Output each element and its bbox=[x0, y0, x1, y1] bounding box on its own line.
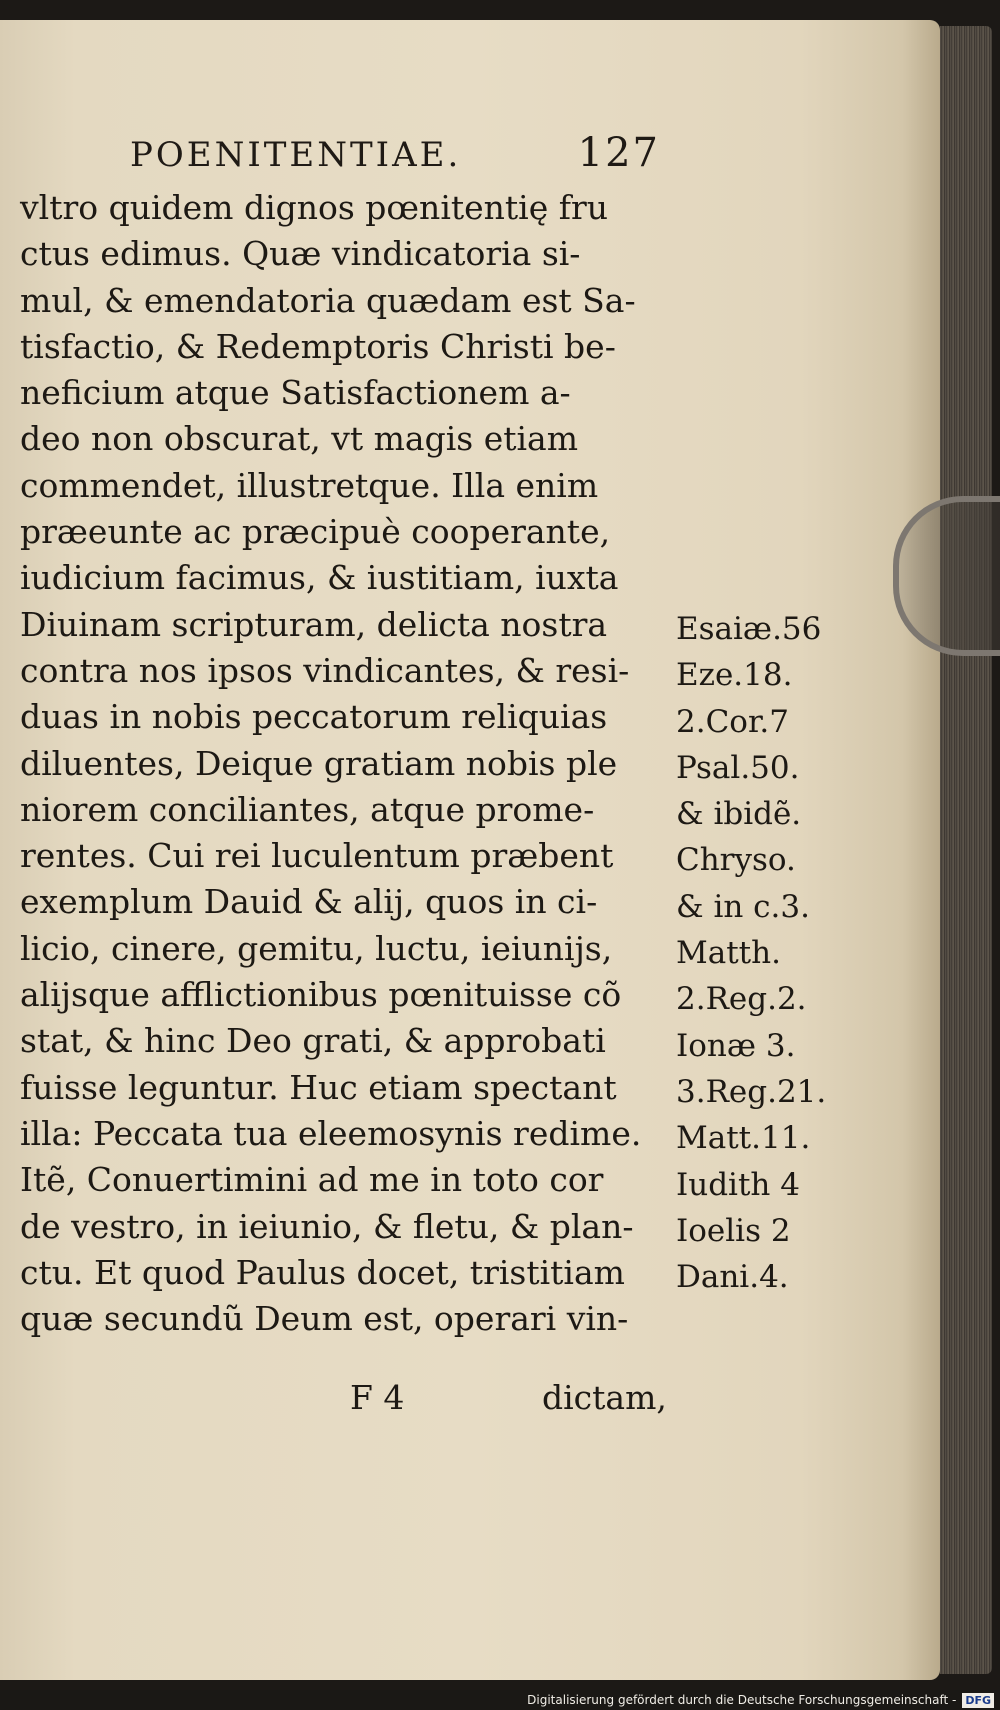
running-head: POENITENTIAE. bbox=[130, 135, 462, 175]
text-line: exemplum Dauid & alij, quos in ci- bbox=[20, 882, 598, 922]
text-line: ctu. Et quod Paulus docet, tristitiam bbox=[20, 1252, 625, 1292]
text-line: fuisse leguntur. Huc etiam spectant bbox=[20, 1067, 617, 1107]
margin-note: Ioelis 2 bbox=[676, 1212, 791, 1249]
text-line: illa: Peccata tua eleemosynis redime. bbox=[20, 1113, 642, 1153]
margin-note: 2.Cor.7 bbox=[676, 703, 789, 740]
text-line: præeunte ac præcipuè cooperante, bbox=[20, 512, 611, 552]
page-footer bbox=[20, 1378, 680, 1428]
margin-note: & in c.3. bbox=[676, 888, 810, 925]
margin-note: Matth. bbox=[676, 935, 781, 972]
body-text bbox=[20, 185, 680, 1342]
text-line: licio, cinere, gemitu, luctu, ieiunijs, bbox=[20, 928, 613, 968]
text-line: ctus edimus. Quæ vindicatoria si- bbox=[20, 234, 581, 274]
text-line: commendet, illustretque. Illa enim bbox=[20, 465, 599, 505]
text-line: tisfactio, & Redemptoris Christi be- bbox=[20, 326, 616, 366]
page-number: 127 bbox=[577, 130, 660, 176]
text-line: alijsque afflictionibus pœnituisse cõ bbox=[20, 975, 622, 1015]
margin-note: Eze.18. bbox=[676, 657, 793, 694]
text-line: deo non obscurat, vt magis etiam bbox=[20, 419, 579, 459]
text-line: Diuinam scripturam, delicta nostra bbox=[20, 604, 608, 644]
text-line: Itẽ, Conuertimini ad me in toto cor bbox=[20, 1160, 604, 1200]
text-line: quæ secundũ Deum est, operari vin- bbox=[20, 1299, 629, 1339]
text-line: neficium atque Satisfactionem a- bbox=[20, 373, 571, 413]
margin-note: 2.Reg.2. bbox=[676, 981, 807, 1018]
margin-note: Matt.11. bbox=[676, 1120, 811, 1157]
margin-note: Dani.4. bbox=[676, 1259, 789, 1296]
signature-mark: F 4 bbox=[350, 1378, 405, 1417]
dfg-logo: DFG bbox=[962, 1693, 994, 1708]
text-line: mul, & emendatoria quædam est Sa- bbox=[20, 280, 636, 320]
text-line: duas in nobis peccatorum reliquias bbox=[20, 697, 608, 737]
text-line: contra nos ipsos vindicantes, & resi- bbox=[20, 650, 630, 690]
text-line: diluentes, Deique gratiam nobis ple bbox=[20, 743, 618, 783]
text-line: rentes. Cui rei luculentum præbent bbox=[20, 836, 614, 876]
margin-note: Iudith 4 bbox=[676, 1166, 800, 1203]
credit-text: Digitalisierung gefördert durch die Deutsche Forschungsgemeinschaft - bbox=[527, 1693, 957, 1707]
text-line: vltro quidem dignos pœnitentię fru bbox=[20, 188, 608, 227]
digitization-credit-bar bbox=[0, 1690, 1000, 1710]
text-line: niorem conciliantes, atque prome- bbox=[20, 789, 595, 829]
margin-note: Psal.50. bbox=[676, 749, 800, 786]
text-line: iudicium facimus, & iustitiam, iuxta bbox=[20, 558, 619, 598]
margin-note: & ibidẽ. bbox=[676, 796, 802, 833]
text-line: de vestro, in ieiunio, & fletu, & plan- bbox=[20, 1206, 634, 1246]
page-header bbox=[80, 130, 660, 190]
margin-note: 3.Reg.21. bbox=[676, 1073, 827, 1110]
catchword: dictam, bbox=[542, 1378, 667, 1417]
margin-note: Chryso. bbox=[676, 842, 796, 879]
margin-note: Ionæ 3. bbox=[676, 1027, 796, 1064]
margin-note: Esaiæ.56 bbox=[676, 611, 822, 647]
page-edges bbox=[940, 26, 992, 1674]
margin-notes bbox=[676, 606, 846, 1300]
text-line: stat, & hinc Deo grati, & approbati bbox=[20, 1021, 606, 1061]
